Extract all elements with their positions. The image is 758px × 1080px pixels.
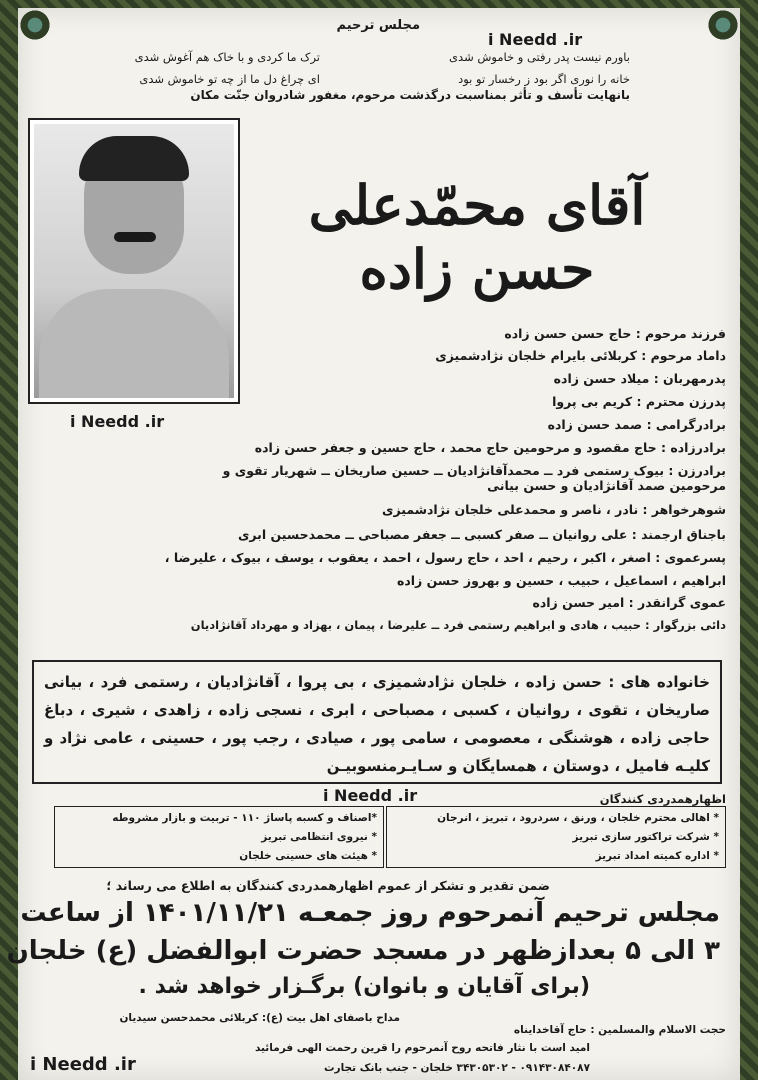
poem-line: خانه را نوری اگر بود ز رخسار تو بود: [458, 72, 630, 86]
relative-line: عموی گرانقدر : امیر حسن زاده: [532, 595, 726, 610]
ceremony-attendees: (برای آقایان و بانوان) برگـزار خواهد شد .: [138, 974, 590, 999]
notice-title: مجلس ترحیم: [336, 18, 420, 33]
ceremony-date: مجلس ترحیم آنمرحوم روز جمعـه ۱۴۰۱/۱۱/۲۱ از ساعت: [20, 898, 720, 928]
condolence-item: *اصناف و کسبه پاساژ ۱۱۰ - تربیت و بازار مشروطه: [112, 812, 377, 824]
contact-info: ۰۹۱۴۳۰۸۴۰۸۷ - ۳۴۳۰۵۳۰۲ خلجان - جنب بانک تجارت: [323, 1062, 590, 1074]
relative-line: باجناق ارجمند : علی روانیان ــ صفر کسبی ــ جعفر مصباحی ــ محمدحسین ابری: [237, 527, 726, 542]
relative-line: برادرزاده : حاج مقصود و مرحومین حاج محمد ، حاج حسین و جعفر حسن زاده: [254, 440, 726, 455]
families-box: خانواده های : حسن زاده ، خلجان نژادشمیزی ، بی پروا ، آقانژادیان ، رستمی فرد ، بیانی صاریخان ، تقوی ، روانیان ، کسبی ، مصباحی ، ابری ، نسجی زاده ، زاهدی ، شیری ، دباغ حاجی زاده ، هوشنگی ، معصومی ، سامی پور ، صیادی ، رجب پور ، حسینی ، عامی نژاد و کلیـه فامیل ، دوستان ، همسایگان و سـایـرمنسوبیـن: [32, 660, 722, 784]
relative-line: برادرزن : بیوک رستمی فرد ــ محمدآقانژادیان ــ حسین صاریخان ــ شهریار تقوی و: [222, 463, 726, 478]
watermark-top: i Needd .ir: [488, 30, 583, 49]
thanks-text: ضمن تقدیر و تشکر از عموم اظهارهمدردی کنندگان به اطلاع می رساند ؛: [106, 878, 550, 893]
deceased-name: آقای محمّدعلی حسن زاده: [308, 173, 646, 301]
relative-line: مرحومین صمد آقانژادیان و حسن بیانی: [487, 478, 726, 493]
condolence-item: * شرکت تراکتور سازی تبریز: [572, 831, 719, 843]
condolence-title: اظهارهمدردی کنندگان: [599, 792, 726, 806]
condolence-item: * اهالی محترم خلجان ، ورنق ، سردرود ، تبریز ، انرجان: [437, 812, 719, 824]
poem-line: باورم نیست پدر رفتی و خاموش شدی: [449, 50, 630, 64]
poem-line: ترک ما کردی و با خاک هم آغوش شدی: [134, 50, 320, 64]
obituary-notice: [6, 8, 740, 1080]
relative-line: فرزند مرحوم : حاج حسن حسن زاده: [504, 326, 726, 341]
watermark-bottom: i Needd .ir: [30, 1054, 136, 1075]
relative-line: پدرمهربان : میلاد حسن زاده: [553, 371, 726, 386]
condolence-box-left: [54, 806, 384, 868]
fatiha-text: امید است با نثار فاتحه روح آنمرحوم را قرین رحمت الهی فرمائید: [254, 1042, 590, 1054]
condolence-item: * اداره کمیته امداد تبریز: [595, 850, 719, 862]
corner-ornament: [706, 8, 740, 42]
relative-line: داماد مرحوم : کربلائی بایرام خلجان نژادشمیزی: [435, 348, 726, 363]
watermark-lower: i Needd .ir: [323, 786, 418, 805]
relative-line: پسرعموی : اصغر ، اکبر ، رحیم ، احد ، حاج رسول ، احمد ، یعقوب ، یوسف ، بیوک ، علیرضا ،: [164, 550, 726, 565]
relative-line: دائی بزرگوار : حبیب ، هادی و ابراهیم رستمی فرد ــ علیرضا ، پیمان ، بهزاد و مهرداد آقانژادیان: [190, 618, 726, 632]
condolence-box-right: [386, 806, 726, 868]
eulogist-name: مداح باصفای اهل بیت (ع): کربلائی محمدحسن سیدیان: [119, 1012, 400, 1024]
ceremony-location: ۳ الی ۵ بعدازظهر در مسجد حضرت ابوالفضل (ع) خلجان: [6, 936, 720, 966]
relative-line: شوهرخواهر : نادر ، ناصر و محمدعلی خلجان نژادشمیزی: [381, 502, 726, 517]
condolence-item: * نیروی انتظامی تبریز: [261, 831, 377, 843]
corner-ornament: [18, 8, 52, 42]
watermark-mid: i Needd .ir: [70, 412, 165, 431]
intro-text: بانهایت تأسف و تأثر بمناسبت درگذشت مرحوم، مغفور شادروان جنّت مکان: [190, 88, 630, 102]
cleric-name: حجت الاسلام والمسلمین : حاج آقاخدایناه: [513, 1024, 726, 1036]
relative-line: برادرگرامی : صمد حسن زاده: [547, 417, 726, 432]
relative-line: پدرزن محترم : کریم بی پروا: [552, 394, 726, 409]
poem-line: ای چراغ دل ما از چه تو خاموش شدی: [139, 72, 320, 86]
condolence-item: * هیئت های حسینی خلجان: [239, 850, 377, 862]
relative-line: ابراهیم ، اسماعیل ، حبیب ، حسین و بهروز حسن زاده: [396, 573, 726, 588]
deceased-photo: [28, 118, 240, 404]
